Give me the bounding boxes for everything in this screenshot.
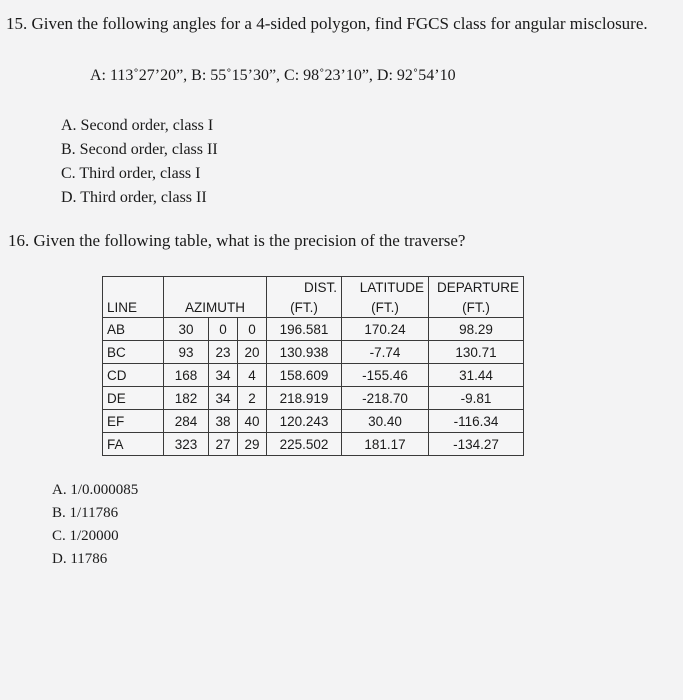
question-16-options — [52, 479, 138, 571]
cell-line: BC — [103, 341, 164, 364]
question-15-options — [61, 114, 218, 210]
cell-dist: 120.243 — [267, 410, 342, 433]
table-header-row — [103, 297, 524, 318]
cell-deg: 168 — [164, 364, 209, 387]
question-15-title: 15. Given the following angles for a 4-sided polygon, find FGCS class for angular misclosure. — [6, 14, 648, 33]
header-line: LINE — [103, 297, 164, 318]
cell-line: EF — [103, 410, 164, 433]
cell-lat: 181.17 — [342, 433, 429, 456]
option-15-c[interactable]: C. Third order, class I — [61, 165, 201, 182]
cell-dist: 158.609 — [267, 364, 342, 387]
cell-line: FA — [103, 433, 164, 456]
cell-dep: 98.29 — [429, 318, 524, 341]
cell-line: AB — [103, 318, 164, 341]
cell-min: 38 — [209, 410, 238, 433]
cell-sec: 2 — [238, 387, 267, 410]
cell-lat: -218.70 — [342, 387, 429, 410]
option-16-c[interactable]: C. 1/20000 — [52, 528, 119, 544]
cell-dist: 218.919 — [267, 387, 342, 410]
cell-dep: -116.34 — [429, 410, 524, 433]
header-latitude-unit: (FT.) — [342, 297, 429, 318]
question-16-title: 16. Given the following table, what is the precision of the traverse? — [8, 231, 466, 250]
cell-sec: 0 — [238, 318, 267, 341]
cell-line: DE — [103, 387, 164, 410]
cell-deg: 323 — [164, 433, 209, 456]
header-departure: DEPARTURE — [429, 277, 524, 298]
table-row — [103, 387, 524, 410]
cell-deg: 30 — [164, 318, 209, 341]
table-header-row — [103, 277, 524, 298]
header-departure-unit: (FT.) — [429, 297, 524, 318]
cell-sec: 29 — [238, 433, 267, 456]
table-row — [103, 433, 524, 456]
cell-dep: -9.81 — [429, 387, 524, 410]
option-15-d[interactable]: D. Third order, class II — [61, 189, 207, 206]
option-16-b[interactable]: B. 1/11786 — [52, 505, 119, 521]
cell-min: 0 — [209, 318, 238, 341]
cell-dep: -134.27 — [429, 433, 524, 456]
cell-dist: 130.938 — [267, 341, 342, 364]
cell-min: 34 — [209, 364, 238, 387]
cell-min: 27 — [209, 433, 238, 456]
cell-dep: 130.71 — [429, 341, 524, 364]
header-latitude: LATITUDE — [342, 277, 429, 298]
cell-deg: 182 — [164, 387, 209, 410]
option-16-a[interactable]: A. 1/0.000085 — [52, 482, 139, 498]
cell-lat: -7.74 — [342, 341, 429, 364]
cell-min: 34 — [209, 387, 238, 410]
cell-line: CD — [103, 364, 164, 387]
cell-sec: 4 — [238, 364, 267, 387]
header-azimuth: AZIMUTH — [164, 297, 267, 318]
option-16-d[interactable]: D. 11786 — [52, 551, 108, 567]
cell-lat: 170.24 — [342, 318, 429, 341]
cell-sec: 40 — [238, 410, 267, 433]
table-row — [103, 341, 524, 364]
cell-min: 23 — [209, 341, 238, 364]
table-row — [103, 364, 524, 387]
cell-dist: 225.502 — [267, 433, 342, 456]
cell-lat: -155.46 — [342, 364, 429, 387]
option-15-a[interactable]: A. Second order, class I — [61, 117, 214, 134]
header-dist: DIST. — [267, 277, 342, 298]
cell-dist: 196.581 — [267, 318, 342, 341]
header-dist-unit: (FT.) — [267, 297, 342, 318]
cell-dep: 31.44 — [429, 364, 524, 387]
option-15-b[interactable]: B. Second order, class II — [61, 141, 218, 158]
table-row — [103, 410, 524, 433]
cell-sec: 20 — [238, 341, 267, 364]
table-row — [103, 318, 524, 341]
cell-lat: 30.40 — [342, 410, 429, 433]
traverse-table — [102, 276, 524, 456]
question-15-angles: A: 113˚27’20”, B: 55˚15’30”, C: 98˚23’10”, D: 92˚54’10 — [90, 67, 456, 84]
cell-deg: 284 — [164, 410, 209, 433]
cell-deg: 93 — [164, 341, 209, 364]
